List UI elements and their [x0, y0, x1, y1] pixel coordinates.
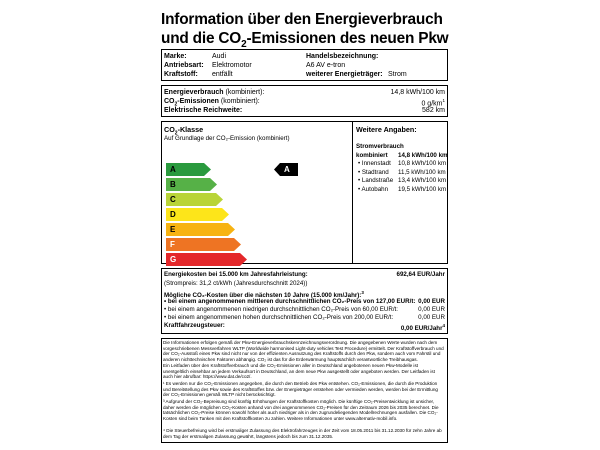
vehicle-tax-label: Kraftfahrzeugsteuer: [164, 322, 225, 329]
consumption-row-value: 10,8 kWh/100 km [398, 160, 447, 168]
co2-label-pre: CO [164, 98, 175, 105]
co2-class-bar-b [166, 178, 217, 191]
co2-cost-row-label: • bei einem angenommenen mittleren durchschnittlichen CO₂-Preis von 127,00 EUR/t: [164, 298, 416, 305]
co2-class-letter: E [170, 225, 176, 234]
note-paragraph-5: ⁴ Die Steuerbefreiung wird bei erstmaliger Zulassung des Elektrofahrzeuges in der Zeit vom 18.05.2011 bis 31.12.2030 für zehn Jahre ab dem Tag der erstmaligen Zulassung gewährt, längstens jedoch bis zum 31.12.2035. [163, 428, 442, 439]
co2-cost-row-label: • bei einem angenommenen niedrigen durchschnittlichen CO₂-Preis von 60,00 EUR/t: [164, 306, 398, 313]
co2-value: 0 g/km [421, 100, 443, 108]
co2-class-letter: D [170, 210, 176, 219]
title-line-2-pre: und die CO [161, 30, 242, 47]
page-title [161, 10, 461, 54]
weiterer-value: Strom [388, 71, 407, 78]
kraftstoff-label: Kraftstoff: [164, 71, 198, 78]
energy-label-suffix: (kombiniert): [225, 89, 265, 96]
co2-class-letter: A [170, 165, 176, 174]
co2-footnote-marker: 1 [442, 98, 445, 103]
consumption-row-label: kombiniert [356, 152, 388, 159]
co2-class-heading-sub: 2 [174, 130, 178, 137]
antrieb-label: Antriebsart: [164, 62, 204, 69]
co2-cost-heading-text: Mögliche CO₂-Kosten über die nächsten 10 Jahre (15.000 km/Jahr): [164, 292, 362, 300]
consumption-row-value: 11,5 kWh/100 km [398, 168, 446, 176]
co2-class-letter: C [170, 195, 176, 204]
co2-class-letter: G [170, 255, 177, 264]
vehicle-tax-value [345, 322, 445, 333]
consumption-row-label: • Autobahn [358, 185, 389, 193]
further-info-heading: Weitere Angaben: [356, 125, 417, 134]
co2-class-letter: F [170, 240, 175, 249]
co2-class-letter: B [170, 180, 176, 189]
co2-class-bar-g [166, 253, 247, 266]
consumption-row-value: 14,8 kWh/100 km [398, 152, 448, 159]
co2-cost-footnote-marker: 3 [361, 290, 364, 295]
consumption-row-value: 19,5 kWh/100 km [398, 185, 447, 193]
strompreis-note: (Strompreis: 31,2 ct/kWh (Jahresdurchschnitt 2024)) [164, 280, 308, 287]
co2-cost-row-label: • bei einem angenommenen hohen durchschnittlichen CO₂-Preis von 200,00 EUR/t: [164, 314, 394, 321]
range-label: Elektrische Reichweite: [164, 107, 243, 114]
co2-label-sub: 2 [174, 101, 178, 108]
marke-label: Marke: [164, 53, 187, 60]
note-paragraph-1: Die Informationen erfolgen gemäß der Pkw-Energieverbrauchskennzeichnungsverordnung. Die angegebenen Werte wurden nach dem vorgeschriebenen Messverfahren WLTP (Worldwide harmonised Light-duty vehicles Test Procedure) ermittelt. Der Kraftstoffverbrauch und der CO₂-Ausstoß eines Pkw sind nicht nur von der effizienten Ausnutzung des Kraftstoffs durch den Pkw, sondern auch vom Fahrstil und anderen nichttechnischen Faktoren abhängig. CO₂ ist das für die Erderwärmung hauptsächlich verantwortliche Treibhausgas. [163, 340, 444, 362]
selected-class-letter: A [284, 165, 290, 174]
vehicle-tax-amount: 0,00 EUR/Jahr [400, 325, 443, 333]
weiterer-label: weiterer Energieträger: [306, 71, 383, 78]
co2-cost-row-value: 0,00 EUR [418, 314, 445, 321]
co2-class-arrow-icon [166, 238, 241, 251]
co2-class-bar-a [166, 163, 211, 176]
consumption-row-label: • Stadtrand [358, 168, 389, 176]
co2-cost-row-value: 0,00 EUR [418, 306, 445, 313]
range-value: 582 km [422, 107, 445, 114]
co2-class-bar-e [166, 223, 235, 236]
handel-value: A6 AV e-tron [306, 62, 346, 69]
co2-class-arrow-icon [166, 253, 247, 266]
energy-consumption-label [164, 88, 264, 97]
title-line-1: Information über den Energieverbrauch [161, 11, 443, 28]
marke-value: Audi [212, 53, 227, 60]
co2-class-heading-post: -Klasse [177, 125, 204, 134]
co2-label-suffix: (kombiniert): [220, 98, 260, 105]
title-co2-subscript: 2 [241, 39, 247, 51]
handel-label: Handelsbezeichnung: [306, 53, 379, 60]
consumption-row-label: • Innenstadt [358, 160, 391, 168]
co2-class-bar-f [166, 238, 241, 251]
co2-label-post: -Emissionen [177, 98, 219, 105]
selected-class-marker [274, 163, 298, 176]
stromverbrauch-heading: Stromverbrauch [356, 143, 404, 150]
co2-class-arrow-icon [166, 223, 235, 236]
note-paragraph-4: ³ Aufgrund der CO₂-Bepreisung sind künftig Erhöhungen der Kraftstoffkosten möglich. Die künftige CO₂-Preisentwicklung ist unsicher, daher werden die möglichen CO₂-Kosten anhand von drei angenommenen CO₂-Preisen für den Zeitraum 2026 bis 2035 berechnet. Die tatsächlichen CO₂-Preise können sowohl höher als auch niedriger als in den zugrundeliegenden Modellrechnungen ausfallen. Die CO₂-Kosten sind beim Tanken mit den Kraftstoffkosten zu zahlen. Weitere Informationen unter www.alternativ-mobil.info. [163, 399, 439, 421]
energy-cost-value: 692,64 EUR/Jahr [396, 271, 445, 278]
note-paragraph-2: Ein Leitfaden über den Kraftstoffverbrauch und die CO₂-Emissionen aller in Deutschland angebotenen neuen Pkw-Modelle ist unentgeltlich einsehbar an jedem Verkaufsort in Deutschland, an dem neue Pkw ausgestellt oder angeboten werden. Der Leitfaden ist auch hier abrufbar: https://www.dat.de/co2/. [163, 363, 435, 379]
co2-class-bar-c [166, 193, 223, 206]
co2-class-subheading: Auf Grundlage der CO₂-Emission (kombiniert) [164, 135, 290, 142]
consumption-row-value: 13,4 kWh/100 km [398, 177, 447, 185]
antrieb-value: Elektromotor [212, 62, 252, 69]
co2-class-bar-d [166, 208, 229, 221]
title-line-2-post: -Emissionen des neuen Pkw [246, 30, 449, 47]
co2-cost-row-value: 0,00 EUR [418, 298, 445, 305]
consumption-row-label: • Landstraße [358, 177, 394, 185]
co2-class-heading-pre: CO [164, 125, 175, 134]
vehicle-tax-footnote-marker: 4 [442, 323, 445, 328]
note-paragraph-3: ¹ Es werden nur die CO₂-Emissionen angegeben, die durch den Betrieb des Pkw entstehen. CO₂-Emissionen, die durch die Produktion und Bereitstellung des Pkw sowie des Kraftstoffes bzw. der Energieträger entstehen oder vermieden werden, werden bei der Ermittlung der CO₂-Emissionen gemäß WLTP nicht berücksichtigt. [163, 381, 438, 397]
energy-label-main: Energieverbrauch [164, 89, 224, 96]
energy-cost-label: Energiekosten bei 15.000 km Jahresfahrleistung: [164, 271, 308, 278]
kraftstoff-value: entfällt [212, 71, 233, 78]
energy-consumption-value: 14,8 kWh/100 km [390, 89, 445, 96]
co2-class-divider [352, 121, 353, 264]
